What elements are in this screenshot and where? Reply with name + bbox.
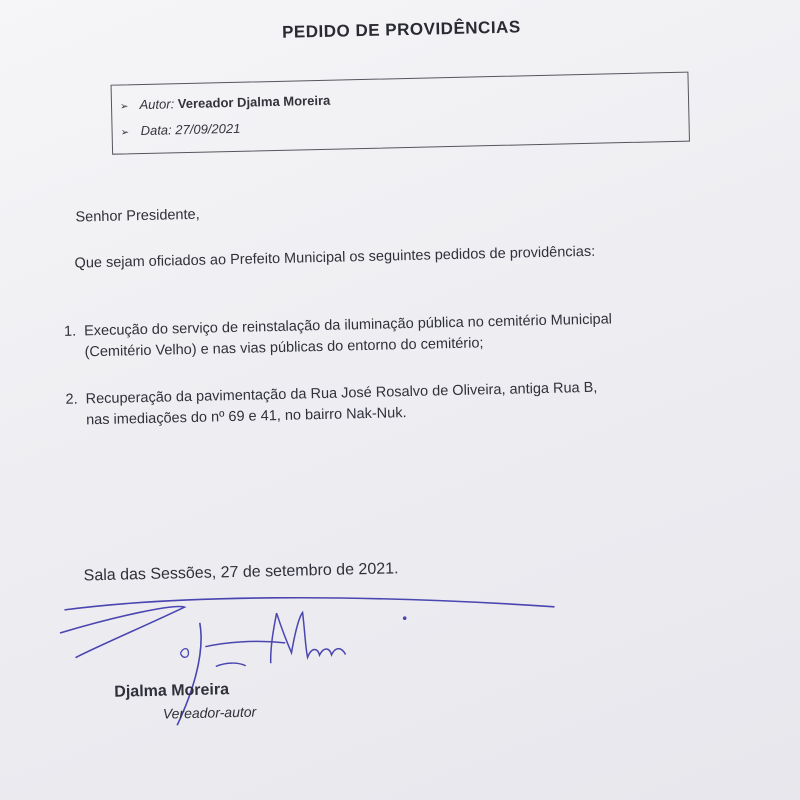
list-number: 2. — [65, 391, 78, 408]
salutation: Senhor Presidente, — [75, 206, 200, 226]
list-item — [57, 374, 748, 434]
author-label: Autor: — [139, 96, 175, 113]
list-item — [56, 307, 737, 366]
list-text-line: Recuperação da pavimentação da Rua José Rosalvo de Oliveira, antiga Rua B, — [85, 379, 598, 408]
date-value: 27/09/2021 — [175, 120, 241, 138]
intro-paragraph: Que sejam oficiados ao Prefeito Municipal os seguintes pedidos de providências: — [74, 243, 596, 272]
signer-name: Djalma Moreira — [114, 681, 230, 701]
handwritten-signature — [54, 576, 597, 728]
author-line — [120, 93, 331, 113]
arrow-bullet-icon: ➢ — [119, 101, 129, 113]
document-title: PEDIDO DE PROVIDÊNCIAS — [281, 17, 521, 42]
signer-role: Vereador-autor — [162, 703, 257, 722]
date-line — [120, 121, 240, 139]
arrow-bullet-icon: ➢ — [120, 127, 130, 139]
list-text-line: (Cemitério Velho) e nas vias públicas do entorno do cemitério; — [84, 335, 484, 361]
author-name: Vereador Djalma Moreira — [177, 92, 331, 112]
date-label: Data: — [140, 122, 172, 139]
info-box — [111, 72, 690, 155]
list-text-line: Execução do serviço de reinstalação da iluminação pública no cemitério Municipal — [83, 311, 613, 340]
list-text-line: nas imediações do nº 69 e 41, no bairro Nak-Nuk. — [85, 405, 407, 429]
closing-line: Sala das Sessões, 27 de setembro de 2021. — [83, 560, 399, 585]
list-number: 1. — [63, 323, 77, 340]
